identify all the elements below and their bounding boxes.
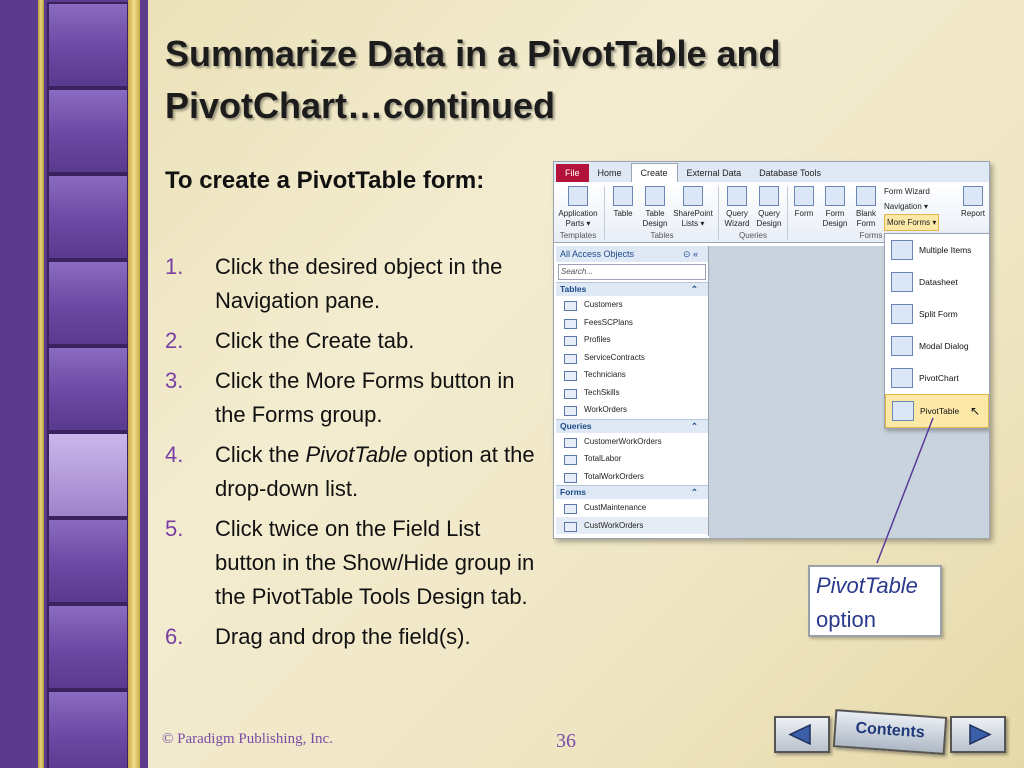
step-number: 1.: [165, 254, 184, 279]
list-item[interactable]: [556, 401, 708, 419]
object-label: CustMaintenance: [584, 503, 647, 512]
navigation-button[interactable]: Navigation ▾: [884, 202, 929, 211]
query-icon: [564, 438, 577, 448]
step-number: 6.: [165, 624, 184, 649]
list-item: [165, 324, 545, 358]
object-label: CustomerWorkOrders: [584, 436, 662, 446]
form-button[interactable]: [790, 186, 818, 219]
query-design-button[interactable]: [754, 186, 784, 229]
menu-item-pivotchart[interactable]: [885, 362, 989, 394]
strip-tile: [47, 88, 129, 174]
list-item[interactable]: [556, 499, 708, 517]
form-design-button[interactable]: [820, 186, 850, 229]
form-wizard-button[interactable]: Form Wizard: [884, 187, 930, 196]
group-separator: [787, 186, 788, 240]
menu-item-label: PivotChart: [919, 373, 959, 383]
button-label: Query Wizard: [724, 209, 750, 228]
tab-home[interactable]: Home: [597, 168, 622, 178]
button-label: Query Design: [756, 209, 782, 228]
pivotchart-icon: [891, 368, 913, 388]
multiple-items-icon: [891, 240, 913, 260]
strip-tile: [47, 174, 129, 260]
decorative-film-strip: [0, 0, 148, 768]
collapse-icon[interactable]: ⊙ «: [682, 249, 698, 259]
form-icon: [794, 186, 814, 206]
group-label-forms: Forms: [859, 231, 883, 240]
list-item[interactable]: [556, 331, 708, 349]
tab-create[interactable]: Create: [631, 163, 678, 182]
pivottable-icon: [892, 401, 914, 421]
navigation-pane: [556, 246, 709, 536]
page-number: 36: [556, 730, 576, 752]
table-icon: [564, 336, 577, 346]
step-emphasis: PivotTable: [305, 442, 408, 467]
object-label: TechSkills: [584, 387, 620, 397]
step-text: Click the desired object in the Navigation pane.: [215, 254, 503, 313]
object-label: CustWorkOrders: [584, 520, 644, 530]
application-parts-button[interactable]: [556, 186, 600, 229]
callout-box: [808, 565, 942, 637]
strip-tile: [47, 690, 129, 768]
list-item[interactable]: [556, 384, 708, 402]
object-label: Customers: [584, 300, 623, 309]
step-number: 5.: [165, 516, 184, 541]
group-label-queries: Queries: [738, 231, 767, 240]
more-forms-dropdown: [884, 233, 990, 429]
search-input[interactable]: Search...: [558, 264, 706, 280]
strip-tile: [47, 260, 129, 346]
strip-tile: [47, 346, 129, 432]
forms-small-buttons: [884, 184, 939, 231]
step-text: Click the: [215, 442, 306, 467]
menu-item-label: Split Form: [919, 309, 958, 319]
table-icon: [564, 319, 577, 329]
gold-rail: [128, 0, 140, 768]
step-text: Click the Create tab.: [215, 328, 415, 353]
table-icon: [564, 354, 577, 364]
form-icon: [564, 522, 577, 532]
modal-dialog-icon: [891, 336, 913, 356]
section-label: Queries: [560, 420, 592, 431]
query-wizard-icon: [727, 186, 747, 206]
list-item[interactable]: [556, 517, 708, 535]
slide-title: Summarize Data in a PivotTable and PivotChart…continued: [165, 33, 781, 126]
menu-item-multiple-items[interactable]: [885, 234, 989, 266]
list-item: [165, 250, 545, 318]
strip-tile-highlight: [47, 432, 129, 518]
query-design-icon: [759, 186, 779, 206]
menu-item-modal-dialog[interactable]: [885, 330, 989, 362]
chevron-up-icon: ⌃: [690, 420, 698, 431]
left-arrow-icon: [776, 718, 828, 751]
list-item[interactable]: [556, 349, 708, 367]
report-button[interactable]: [958, 186, 988, 219]
datasheet-icon: [891, 272, 913, 292]
access-screenshot: [553, 161, 990, 539]
table-button[interactable]: [608, 186, 638, 219]
ribbon-tabs: [554, 162, 989, 182]
button-label: Form: [794, 209, 814, 218]
list-item: [165, 438, 545, 506]
list-item[interactable]: [556, 433, 708, 451]
list-item: [165, 620, 545, 654]
table-design-button[interactable]: [640, 186, 670, 229]
nav-pane-header[interactable]: [556, 246, 708, 262]
chevron-up-icon: ⌃: [690, 284, 698, 294]
section-header-forms[interactable]: [556, 485, 708, 499]
group-separator: [604, 186, 605, 240]
group-label-templates: Templates: [559, 231, 597, 240]
strip-tile: [47, 604, 129, 690]
table-icon: [564, 301, 577, 311]
chevron-up-icon: ⌃: [690, 487, 698, 497]
section-header-queries[interactable]: [556, 419, 708, 433]
mouse-cursor-icon: ↖: [969, 404, 980, 418]
button-label: Table Design: [642, 209, 668, 228]
list-item: [165, 512, 545, 614]
object-label: TotalLabor: [584, 454, 622, 463]
next-slide-button[interactable]: [950, 716, 1006, 753]
step-text: Drag and drop the field(s).: [215, 624, 471, 649]
section-label: Forms: [560, 487, 586, 497]
tab-external-data[interactable]: External Data: [686, 168, 742, 178]
step-text: Click twice on the Field List button in the Show/Hide group in the PivotTable Tools Design tab.: [215, 516, 535, 609]
application-parts-icon: [568, 186, 588, 206]
menu-item-pivottable[interactable]: [885, 394, 989, 428]
step-text: option at the drop-down list.: [215, 442, 535, 501]
table-icon: [564, 371, 577, 381]
object-label: Profiles: [584, 335, 611, 344]
sharepoint-icon: [683, 186, 703, 206]
step-number: 3.: [165, 368, 184, 393]
object-label: Technicians: [584, 370, 626, 379]
list-item[interactable]: [556, 296, 708, 314]
button-label: Blank Form: [855, 209, 876, 228]
menu-item-label: Modal Dialog: [919, 341, 969, 351]
menu-item-label: Datasheet: [919, 277, 958, 287]
list-item[interactable]: [556, 366, 708, 384]
more-forms-button[interactable]: More Forms ▾: [884, 214, 939, 231]
split-form-icon: [891, 304, 913, 324]
step-text: Click the More Forms button in the Forms group.: [215, 368, 515, 427]
object-label: FeesSCPlans: [584, 317, 633, 327]
form-design-icon: [825, 186, 845, 206]
tab-file[interactable]: File: [556, 164, 589, 182]
blank-form-button[interactable]: [852, 186, 880, 229]
menu-item-datasheet[interactable]: [885, 266, 989, 298]
gold-rail: [38, 0, 44, 768]
callout-term: PivotTable: [816, 573, 918, 598]
group-label-tables: Tables: [650, 231, 674, 240]
list-item[interactable]: [556, 314, 708, 332]
menu-item-split-form[interactable]: [885, 298, 989, 330]
previous-slide-button[interactable]: [774, 716, 830, 753]
contents-button[interactable]: Contents: [833, 709, 947, 755]
sharepoint-lists-button[interactable]: [671, 186, 715, 229]
tab-database-tools[interactable]: Database Tools: [759, 168, 821, 178]
blank-form-icon: [856, 186, 876, 206]
object-label: WorkOrders: [584, 405, 627, 414]
list-item: [165, 364, 545, 432]
button-label: Report: [960, 209, 985, 218]
button-label: Form Design: [822, 209, 848, 228]
form-icon: [564, 504, 577, 514]
object-label: TotalWorkOrders: [584, 471, 644, 481]
step-number: 4.: [165, 442, 184, 467]
report-icon: [963, 186, 983, 206]
menu-item-label: Multiple Items: [919, 245, 972, 255]
button-label: Table: [613, 209, 633, 218]
strip-tile: [47, 518, 129, 604]
nav-pane-title: All Access Objects: [560, 249, 635, 259]
list-item[interactable]: [556, 468, 708, 486]
callout-text: option: [816, 607, 876, 632]
object-label: ServiceContracts: [584, 352, 645, 362]
strip-tile: [47, 2, 129, 88]
table-design-icon: [645, 186, 665, 206]
group-separator: [718, 186, 719, 240]
menu-item-label: PivotTable: [920, 406, 960, 416]
table-icon: [564, 406, 577, 416]
right-arrow-icon: [952, 718, 1004, 751]
step-list: [165, 250, 545, 660]
query-icon: [564, 455, 577, 465]
button-label: SharePoint Lists ▾: [673, 209, 713, 228]
step-number: 2.: [165, 328, 184, 353]
copyright: © Paradigm Publishing, Inc.: [162, 731, 333, 747]
subheading: To create a PivotTable form:: [165, 167, 485, 194]
query-icon: [564, 473, 577, 483]
list-item[interactable]: [556, 450, 708, 468]
query-wizard-button[interactable]: [722, 186, 752, 229]
section-header-tables[interactable]: [556, 282, 708, 296]
button-label: Application Parts ▾: [558, 209, 598, 228]
table-icon: [564, 389, 577, 399]
table-icon: [613, 186, 633, 206]
section-label: Tables: [560, 284, 587, 294]
